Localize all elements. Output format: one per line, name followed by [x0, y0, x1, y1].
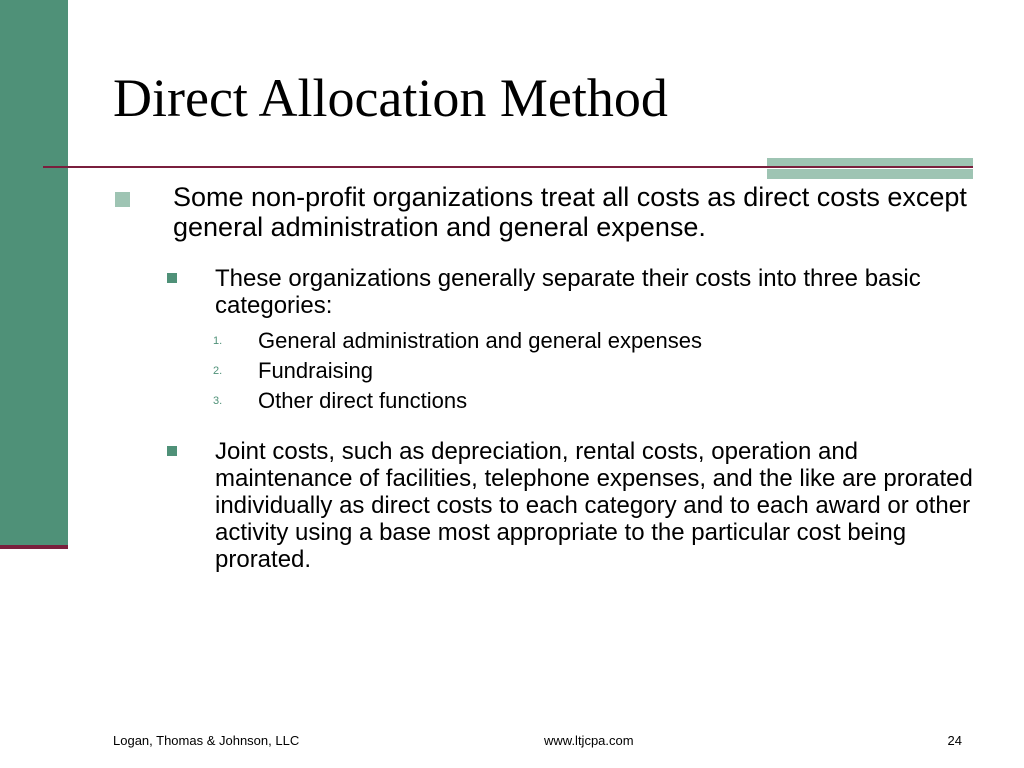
list-item-text: General administration and general expenses — [258, 328, 702, 353]
title-accent-bar-top — [767, 158, 973, 166]
list-number: 3. — [213, 395, 223, 407]
square-bullet-icon — [167, 446, 177, 456]
left-decorative-band — [0, 0, 68, 545]
footer-website: www.ltjcpa.com — [544, 733, 634, 748]
bullet-level-2 — [115, 438, 975, 573]
list-item-text: Other direct functions — [258, 388, 468, 413]
list-item — [115, 386, 975, 416]
page-number: 24 — [947, 733, 962, 748]
list-item — [115, 356, 975, 386]
square-bullet-icon — [167, 273, 177, 283]
title-accent-bar-bottom — [767, 169, 973, 179]
bullet-text: These organizations generally separate their costs into three basic categories: — [215, 265, 921, 319]
slide-body — [115, 182, 975, 573]
bullet-text: Joint costs, such as depreciation, rental costs, operation and maintenance of facilities, telephone expenses, and the like are prorated individually as direct costs to each category and to each award or other activity using a base most appropriate to the particular cost being prorated. — [215, 438, 973, 573]
list-number: 1. — [213, 335, 223, 347]
title-rule — [43, 166, 973, 168]
numbered-list — [115, 326, 975, 416]
list-item — [115, 326, 975, 356]
footer-company: Logan, Thomas & Johnson, LLC — [113, 733, 300, 748]
bullet-text: Some non-profit organizations treat all costs as direct costs except general administration and general expense. — [173, 182, 967, 242]
bullet-level-1 — [115, 182, 975, 242]
bullet-level-2 — [115, 265, 975, 319]
slide-title: Direct Allocation Method — [113, 68, 668, 128]
left-band-rule — [0, 545, 68, 549]
list-item-text: Fundraising — [258, 358, 373, 383]
square-bullet-icon — [115, 192, 130, 207]
list-number: 2. — [213, 365, 223, 377]
